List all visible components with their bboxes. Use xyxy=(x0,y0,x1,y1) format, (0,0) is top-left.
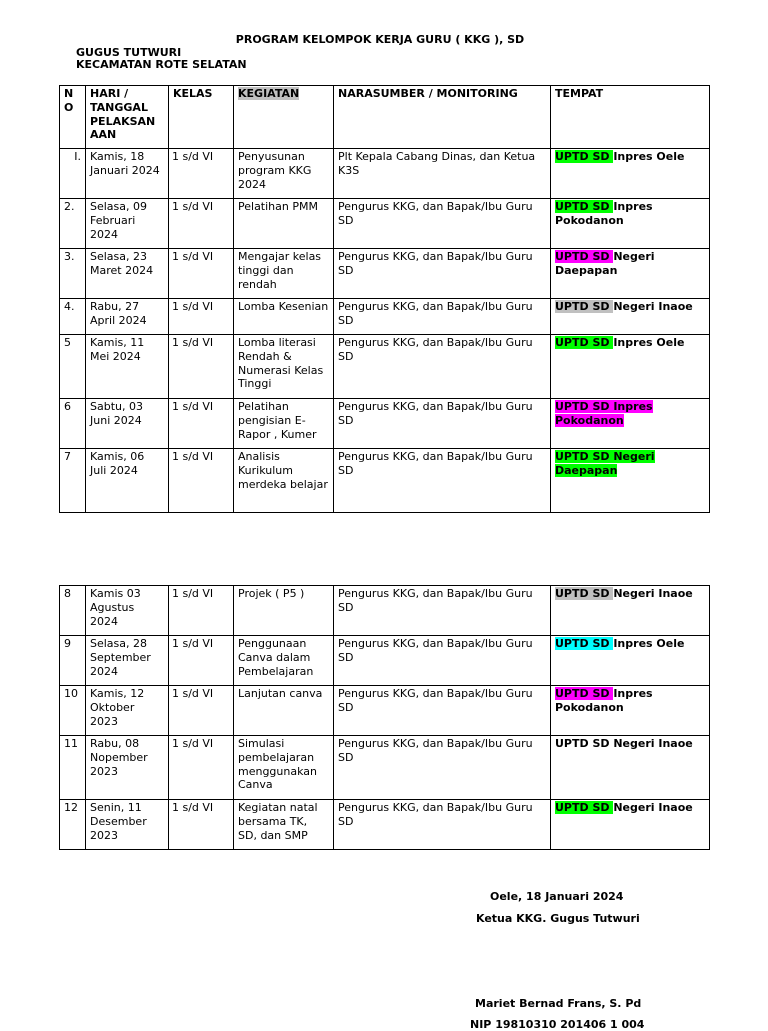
table-row xyxy=(60,335,710,399)
cell-kegiatan: Analisis Kurikulum merdeka belajar xyxy=(234,449,334,513)
cell-hari: Rabu, 08 Nopember 2023 xyxy=(86,736,169,800)
tempat-rest: Inpres Oele xyxy=(613,150,685,163)
schedule-table-part-1 xyxy=(59,85,710,513)
cell-no: I. xyxy=(60,149,86,199)
header-tempat: TEMPAT xyxy=(551,86,710,149)
cell-no: 6 xyxy=(60,399,86,449)
gugus-label: GUGUS TUTWURI xyxy=(76,46,182,59)
cell-kelas: 1 s/d VI xyxy=(169,736,234,800)
tempat-rest: Negeri Inaoe xyxy=(613,300,693,313)
cell-kegiatan: Kegiatan natal bersama TK, SD, dan SMP xyxy=(234,800,334,850)
signature-nip: NIP 19810310 201406 1 004 xyxy=(470,1018,645,1031)
table-row xyxy=(60,399,710,449)
tempat-rest: Inpres Pokodanon xyxy=(555,687,653,714)
cell-kegiatan: Penyusunan program KKG 2024 xyxy=(234,149,334,199)
tempat-highlight: UPTD SD xyxy=(555,801,614,814)
tempat-highlight: UPTD SD xyxy=(555,250,614,263)
cell-kegiatan: Pelatihan PMM xyxy=(234,199,334,249)
tempat-rest: UPTD SD Negeri Inaoe xyxy=(555,737,693,750)
cell-tempat xyxy=(551,399,710,449)
cell-hari: Kamis, 06 Juli 2024 xyxy=(86,449,169,513)
cell-narasumber: Pengurus KKG, dan Bapak/Ibu Guru SD xyxy=(334,199,551,249)
cell-kelas: 1 s/d VI xyxy=(169,636,234,686)
table-row xyxy=(60,586,710,636)
header-kelas: KELAS xyxy=(169,86,234,149)
cell-narasumber: Plt Kepala Cabang Dinas, dan Ketua K3S xyxy=(334,149,551,199)
cell-no: 7 xyxy=(60,449,86,513)
cell-kelas: 1 s/d VI xyxy=(169,399,234,449)
tempat-rest: Inpres Oele xyxy=(613,637,685,650)
cell-hari: Kamis 03 Agustus 2024 xyxy=(86,586,169,636)
cell-kegiatan: Simulasi pembelajaran menggunakan Canva xyxy=(234,736,334,800)
cell-kelas: 1 s/d VI xyxy=(169,335,234,399)
cell-hari: Kamis, 11 Mei 2024 xyxy=(86,335,169,399)
cell-tempat xyxy=(551,149,710,199)
tempat-rest: Inpres Pokodanon xyxy=(555,200,653,227)
table-row xyxy=(60,249,710,299)
cell-kegiatan: Mengajar kelas tinggi dan rendah xyxy=(234,249,334,299)
tempat-rest: Inpres Oele xyxy=(613,336,685,349)
cell-narasumber: Pengurus KKG, dan Bapak/Ibu Guru SD xyxy=(334,736,551,800)
cell-hari: Rabu, 27 April 2024 xyxy=(86,299,169,335)
signature-place-date: Oele, 18 Januari 2024 xyxy=(490,890,624,903)
cell-kegiatan: Lanjutan canva xyxy=(234,686,334,736)
cell-tempat xyxy=(551,249,710,299)
header-no: N O xyxy=(60,86,86,149)
cell-no: 12 xyxy=(60,800,86,850)
tempat-rest: Negeri Inaoe xyxy=(613,801,693,814)
cell-kegiatan: Penggunaan Canva dalam Pembelajaran xyxy=(234,636,334,686)
tempat-highlight: UPTD SD xyxy=(555,200,614,213)
table-header-row xyxy=(60,86,710,149)
tempat-rest: Negeri Inaoe xyxy=(613,587,693,600)
table-row xyxy=(60,149,710,199)
cell-hari: Senin, 11 Desember 2023 xyxy=(86,800,169,850)
tempat-highlight: UPTD SD Inpres Pokodanon xyxy=(555,400,653,427)
cell-narasumber: Pengurus KKG, dan Bapak/Ibu Guru SD xyxy=(334,249,551,299)
cell-tempat xyxy=(551,199,710,249)
table-row xyxy=(60,449,710,513)
cell-kelas: 1 s/d VI xyxy=(169,249,234,299)
cell-narasumber: Pengurus KKG, dan Bapak/Ibu Guru SD xyxy=(334,686,551,736)
cell-no: 2. xyxy=(60,199,86,249)
cell-kelas: 1 s/d VI xyxy=(169,149,234,199)
cell-kegiatan: Lomba Kesenian xyxy=(234,299,334,335)
table-row xyxy=(60,299,710,335)
table-row xyxy=(60,199,710,249)
schedule-table-part-2 xyxy=(59,585,710,850)
cell-narasumber: Pengurus KKG, dan Bapak/Ibu Guru SD xyxy=(334,399,551,449)
tempat-highlight: UPTD SD xyxy=(555,336,614,349)
cell-kelas: 1 s/d VI xyxy=(169,800,234,850)
cell-tempat xyxy=(551,335,710,399)
tempat-highlight: UPTD SD Negeri Daepapan xyxy=(555,450,655,477)
cell-tempat xyxy=(551,299,710,335)
cell-kelas: 1 s/d VI xyxy=(169,299,234,335)
cell-tempat xyxy=(551,736,710,800)
tempat-highlight: UPTD SD xyxy=(555,587,614,600)
cell-no: 4. xyxy=(60,299,86,335)
header-kegiatan xyxy=(234,86,334,149)
header-narasumber: NARASUMBER / MONITORING xyxy=(334,86,551,149)
cell-narasumber: Pengurus KKG, dan Bapak/Ibu Guru SD xyxy=(334,299,551,335)
cell-narasumber: Pengurus KKG, dan Bapak/Ibu Guru SD xyxy=(334,335,551,399)
table-row xyxy=(60,686,710,736)
signature-role: Ketua KKG. Gugus Tutwuri xyxy=(476,912,640,925)
cell-tempat xyxy=(551,636,710,686)
cell-hari: Kamis, 12 Oktober 2023 xyxy=(86,686,169,736)
cell-no: 5 xyxy=(60,335,86,399)
kecamatan-label: KECAMATAN ROTE SELATAN xyxy=(76,58,247,71)
tempat-highlight: UPTD SD xyxy=(555,637,614,650)
cell-tempat xyxy=(551,800,710,850)
tempat-highlight: UPTD SD xyxy=(555,150,614,163)
table-row xyxy=(60,736,710,800)
cell-hari: Sabtu, 03 Juni 2024 xyxy=(86,399,169,449)
table-row xyxy=(60,636,710,686)
header-hari: HARI / TANGGAL PELAKSAN AAN xyxy=(86,86,169,149)
cell-kelas: 1 s/d VI xyxy=(169,199,234,249)
cell-kelas: 1 s/d VI xyxy=(169,449,234,513)
cell-no: 9 xyxy=(60,636,86,686)
cell-narasumber: Pengurus KKG, dan Bapak/Ibu Guru SD xyxy=(334,586,551,636)
cell-tempat xyxy=(551,586,710,636)
cell-kelas: 1 s/d VI xyxy=(169,586,234,636)
cell-tempat xyxy=(551,449,710,513)
cell-narasumber: Pengurus KKG, dan Bapak/Ibu Guru SD xyxy=(334,636,551,686)
table-row xyxy=(60,800,710,850)
cell-narasumber: Pengurus KKG, dan Bapak/Ibu Guru SD xyxy=(334,449,551,513)
cell-narasumber: Pengurus KKG, dan Bapak/Ibu Guru SD xyxy=(334,800,551,850)
cell-hari: Selasa, 23 Maret 2024 xyxy=(86,249,169,299)
cell-no: 10 xyxy=(60,686,86,736)
header-kegiatan-text: KEGIATAN xyxy=(238,87,300,100)
tempat-highlight: UPTD SD xyxy=(555,687,614,700)
tempat-highlight: UPTD SD xyxy=(555,300,614,313)
cell-hari: Selasa, 09 Februari 2024 xyxy=(86,199,169,249)
cell-kegiatan: Pelatihan pengisian E-Rapor , Kumer xyxy=(234,399,334,449)
cell-tempat xyxy=(551,686,710,736)
cell-no: 11 xyxy=(60,736,86,800)
cell-hari: Kamis, 18 Januari 2024 xyxy=(86,149,169,199)
cell-kegiatan: Projek ( P5 ) xyxy=(234,586,334,636)
cell-kegiatan: Lomba literasi Rendah & Numerasi Kelas Tinggi xyxy=(234,335,334,399)
signature-name: Mariet Bernad Frans, S. Pd xyxy=(475,997,642,1010)
cell-kelas: 1 s/d VI xyxy=(169,686,234,736)
document-title: PROGRAM KELOMPOK KERJA GURU ( KKG ), SD xyxy=(235,33,525,46)
cell-no: 8 xyxy=(60,586,86,636)
tempat-rest: Negeri Daepapan xyxy=(555,250,655,277)
cell-hari: Selasa, 28 September 2024 xyxy=(86,636,169,686)
cell-no: 3. xyxy=(60,249,86,299)
